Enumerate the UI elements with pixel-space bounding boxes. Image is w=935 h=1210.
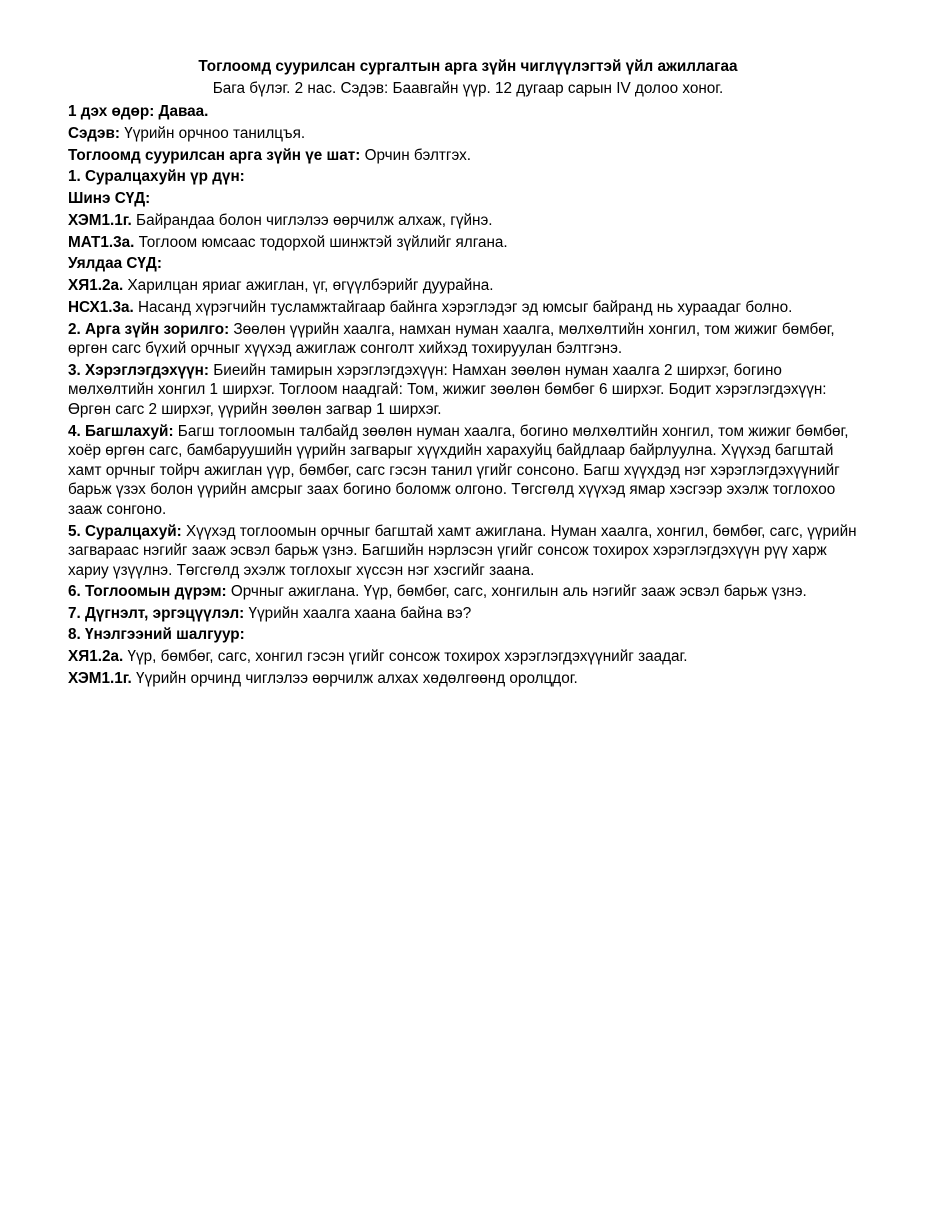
criteria-item: [68, 647, 868, 667]
outcome-code: НСХ1.3а.: [68, 298, 134, 316]
criteria-code: ХЯ1.2а.: [68, 648, 124, 666]
outcome-text: Байрандаа болон чиглэлээ өөрчилж алхаж, гүйнэ.: [131, 212, 493, 230]
linked-outcomes-heading: Уялдаа СҮД:: [68, 255, 162, 273]
day-heading: 1 дэх өдөр: Даваа.: [68, 103, 209, 120]
section-text: Зөөлөн үүрийн хаалга, намхан нуман хаалга, мөлхөлтийн хонгил, том жижиг бөмбөг, өргөн сагс бүхий орчныг хүүхэд ажиглаж сонголт хийхэд тохируулан бэлтгэнэ.: [68, 320, 835, 358]
criteria-heading: 8. Үнэлгээний шалгуур:: [68, 626, 245, 644]
new-outcomes-heading: Шинэ СҮД:: [68, 190, 151, 208]
section-game-rules: [68, 582, 868, 602]
section-label: 3. Хэрэглэгдэхүүн:: [68, 361, 210, 379]
criteria-code: ХЭМ1.1г.: [68, 670, 132, 688]
outcome-code: МАТ1.3а.: [68, 233, 135, 251]
linked-outcome-item: [68, 298, 868, 318]
section-text: Үүрийн хаалга хаана байна вэ?: [244, 604, 472, 622]
topic-label: Сэдэв:: [68, 125, 120, 142]
section-label: 7. Дүгнэлт, эргэцүүлэл:: [68, 604, 245, 622]
criteria-text: Үүр, бөмбөг, сагс, хонгил гэсэн үгийг сонсож тохирох хэрэглэгдэхүүнийг заадаг.: [123, 648, 688, 666]
section-text: Хүүхэд тоглоомын орчныг багштай хамт ажиглана. Нуман хаалга, хонгил, бөмбөг, сагс, үүрийн загвараас нэгийг зааж эсвэл барьж үзнэ. Багшийн нэрлэсэн үгийг сонсож тохирох хэрэглэгдэхүүн рүү харж хариу үзүүлнэ. Төгсгөлд эхэлж тоглохыг хүссэн нэг хэсгийг заана.: [68, 522, 857, 579]
outcome-code: ХЭМ1.1г.: [68, 212, 132, 230]
learning-outcomes-heading: 1. Суралцахуйн үр дүн:: [68, 168, 245, 186]
section-text: Багш тоглоомын талбайд зөөлөн нуман хаалга, богино мөлхөлтийн хонгил, том жижиг бөмбөг, хоёр өргөн сагс, бамбаруушийн үүрийн загварыг хүүхдийн харахуйц байдлаар байрлуулна. Хүүхэд багштай хамт орчныг тойрч ажиглан үүр, бөмбөг, сагс гэсэн танил үгийг сонсоно. Багш хүүхдэд нэг хэрэглэгдэхүүнийг барьж үзэх болон үүрийн амсрыг заах богино боломж олгоно. Төгсгөлд хүүхэд ямар хэсгээр эхэлж тоглохоо зааж сонгоно.: [68, 422, 849, 518]
stage-line: [68, 146, 868, 166]
section-label: 4. Багшлахуй:: [68, 422, 174, 440]
stage-label: Тоглоомд суурилсан арга зүйн үе шат:: [68, 146, 361, 164]
document-page: [68, 56, 868, 691]
outcome-text: Насанд хүрэгчийн тусламжтайгаар байнга хэрэглэдэг эд юмсыг байранд нь хураадаг болно.: [133, 298, 793, 316]
stage-text: Орчин бэлтгэх.: [360, 146, 471, 164]
section-text: Биеийн тамирын хэрэглэгдэхүүн: Намхан зөөлөн нуман хаалга 2 ширхэг, богино мөлхөлтийн хонгил 1 ширхэг. Тоглоом наадгай: Том, жижиг зөөлөн бөмбөг 6 ширхэг. Бодит хэрэглэгдэхүүн: Өргөн сагс 2 ширхэг, үүрийн зөөлөн загвар 1 ширхэг.: [68, 361, 827, 418]
topic-line: [68, 124, 868, 144]
outcome-code: ХЯ1.2а.: [68, 277, 124, 295]
section-teaching: [68, 422, 868, 520]
outcome-text: Харилцан яриаг ажиглан, үг, өгүүлбэрийг дуурайна.: [123, 277, 494, 295]
section-text: Орчныг ажиглана. Үүр, бөмбөг, сагс, хонгилын аль нэгийг зааж эсвэл барьж үзнэ.: [226, 583, 807, 601]
section-reflection: [68, 604, 868, 624]
criteria-text: Үүрийн орчинд чиглэлээ өөрчилж алхах хөдөлгөөнд оролцдог.: [131, 670, 578, 688]
section-label: 5. Суралцахуй:: [68, 522, 182, 540]
document-title: Тоглоомд суурилсан сургалтын арга зүйн чиглүүлэгтэй үйл ажиллагаа: [198, 58, 738, 75]
section-label: 6. Тоглоомын дүрэм:: [68, 583, 227, 601]
section-label: 2. Арга зүйн зорилго:: [68, 320, 230, 338]
new-outcome-item: [68, 211, 868, 231]
outcome-text: Тоглоом юмсаас тодорхой шинжтэй зүйлийг ялгана.: [134, 233, 508, 251]
section-learning: [68, 522, 868, 581]
linked-outcome-item: [68, 276, 868, 296]
topic-text: Үүрийн орчноо танилцъя.: [119, 125, 306, 142]
document-subtitle: Бага бүлэг. 2 нас. Сэдэв: Баавгайн үүр. 12 дугаар сарын IV долоо хоног.: [212, 80, 724, 97]
new-outcome-item: [68, 233, 868, 253]
section-materials: [68, 361, 868, 420]
criteria-item: [68, 669, 868, 689]
section-method-goal: [68, 320, 868, 359]
